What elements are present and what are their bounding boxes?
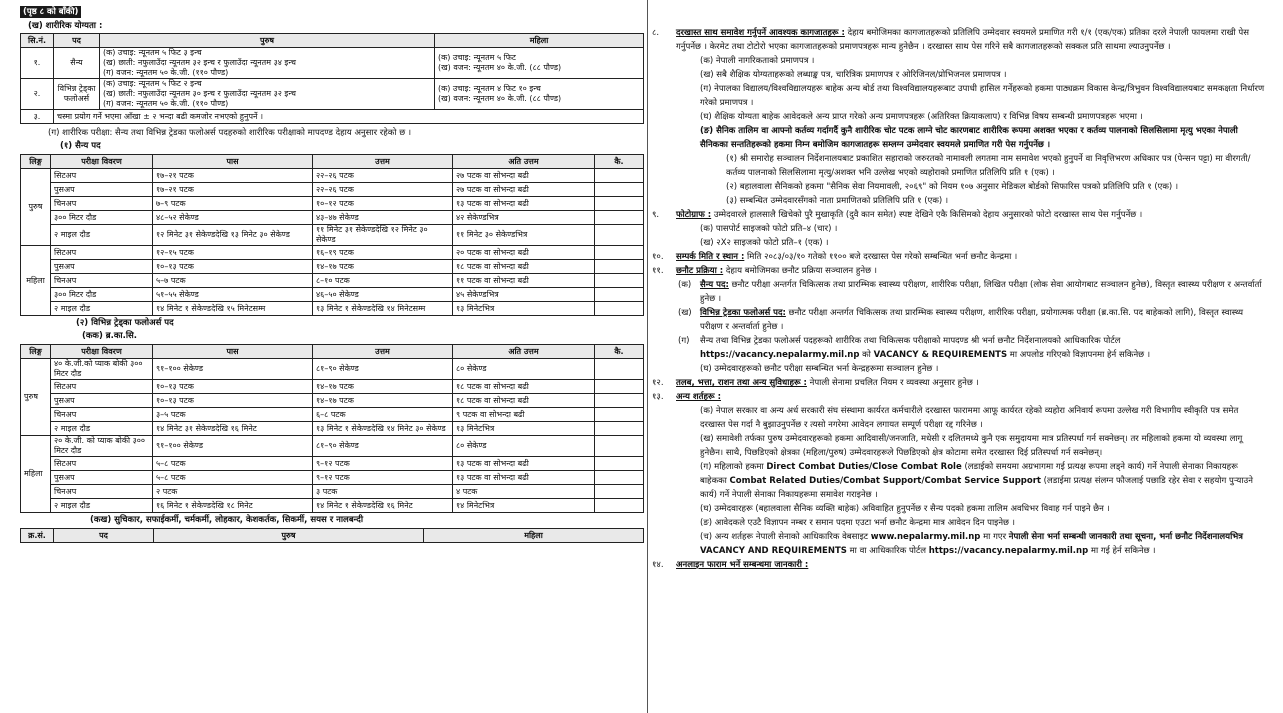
th-test: परीक्षा विवरण bbox=[51, 345, 153, 359]
excellent-cell: १८ पटक वा सोभन्दा बढी bbox=[453, 380, 595, 394]
test-name-cell: २ माइल दौड bbox=[51, 302, 153, 316]
section-text: मिति २०८३/०३/१० गतेको ११०० बजे दरखास्त पेस गरेको सम्बन्धित भर्ना छनौट केन्द्रमा । bbox=[744, 252, 1018, 262]
cell-male bbox=[100, 48, 435, 79]
excellent-cell: २० पटक वा सोभन्दा बढी bbox=[453, 246, 595, 260]
sub-list-item: (१) श्री समारोह सञ्चालन निर्देशनालयबाट प्रकाशित सहाराको जरुरतको नामावली लगतमा नाम समावेश भएको हुनुपर्ने वा निवृत्तिभरण अधिकार पत्र (पेन्सन पट्टा) मा वीरगती/कर्तव्य पालनाको सिलसिलामा मृत्यु/अशक्त भनि उल्लेख भएको व्यहोराको प्रमाणित प्रतिलिपि प्रति १ (एक) । bbox=[726, 154, 1251, 178]
table-row bbox=[21, 246, 644, 260]
remarks-cell bbox=[595, 408, 644, 422]
list-marker: (ख) bbox=[678, 308, 692, 318]
good-cell: ८–१० पटक bbox=[313, 274, 453, 288]
table-row bbox=[21, 110, 644, 124]
good-cell: ८१–९० सेकेण्ड bbox=[313, 436, 453, 457]
remarks-cell bbox=[595, 485, 644, 499]
list-item bbox=[678, 460, 1266, 502]
table-row bbox=[21, 79, 644, 110]
test-name-cell: सिटअप bbox=[51, 246, 153, 260]
remarks-cell bbox=[595, 197, 644, 211]
list-label: विभिन्न ट्रेडका फलोअर्स पद: bbox=[700, 308, 786, 318]
pass-cell: १०–१३ पटक bbox=[153, 380, 313, 394]
remarks-cell bbox=[595, 436, 644, 457]
remarks-cell bbox=[595, 359, 644, 380]
remarks-cell bbox=[595, 288, 644, 302]
list-item: (ख) समावेशी तर्फका पुरुष उम्मेदवारहरूको हकमा आदिवासी/जनजाति, मधेसी र दलितमध्ये कुनै एक समुदायमा मात्र प्रतिस्पर्धा गर्न सक्नेछन्। तर महिलाको हकमा यो व्यवस्था लागू हुनेछैन। साथै, पिछडिएको क्षेत्रका (महिला/पुरुष) उम्मेदवारहरूले पिछडिएको क्षेत्र कोटामा समेत दरखास्त दिई प्रतिस्पर्धा गर्न सक्नेछन्। bbox=[700, 434, 1243, 458]
table-row bbox=[21, 169, 644, 183]
pass-cell: ९१–१०० सेकेण्ड bbox=[153, 436, 313, 457]
list-text: (ग) महिलाको हकमा bbox=[700, 462, 767, 472]
table-row bbox=[21, 485, 644, 499]
list-item: (घ) उम्मेदवारहरू (बहालवाला सैनिक व्यक्ति बाहेक) अविवाहित हुनुपर्नेछ र सैन्य पदको हकमा तालिम अवधिभर विवाह गर्न पाइने छैन । bbox=[700, 504, 1110, 514]
list-text: छनौट परीक्षा अन्तर्गत चिकित्सक तथा प्रारम्भिक स्वास्थ्य परीक्षण, शारीरिक परीक्षा, प्रयोगात्मक परीक्षा (ब्र.का.सि. पद बाहेकको लागि), विस्तृत स्वास्थ्य परीक्षण र अन्तर्वार्ता हुनेछ । bbox=[700, 308, 1244, 332]
remarks-cell bbox=[595, 302, 644, 316]
test-name-cell: ३०० मिटर दौड bbox=[51, 211, 153, 225]
pass-cell: ७–९ पटक bbox=[153, 197, 313, 211]
physical-test-note: (ग) शारीरिक परीक्षा: सैन्य तथा विभिन्न ट्रेडका फलोअर्स पदहरुको शारीरिक परीक्षाको मापदण्ड देहाय अनुसार रहेको छ । bbox=[48, 128, 412, 139]
table-row bbox=[21, 274, 644, 288]
th-female: महिला bbox=[424, 529, 644, 543]
test-name-cell: पुसअप bbox=[51, 471, 153, 485]
th-gender: लिङ्ग bbox=[21, 155, 51, 169]
section-number: १२. bbox=[652, 378, 664, 388]
military-post-subtitle: (१) सैन्य पद bbox=[60, 141, 101, 152]
section-number: १४. bbox=[652, 560, 664, 570]
test-name-cell: चिनअप bbox=[51, 485, 153, 499]
test-name-cell: चिनअप bbox=[51, 408, 153, 422]
section-text: नेपाली सेनामा प्रचलित नियम र व्यवस्था अनुसार हुनेछ । bbox=[806, 378, 979, 388]
excellent-cell: ९ पटक वा सोभन्दा बढी bbox=[453, 408, 595, 422]
cell-female bbox=[435, 79, 644, 110]
section-heading: सम्पर्क मिति र स्थान : bbox=[676, 252, 745, 262]
excellent-cell: १३ मिनेटभित्र bbox=[453, 422, 595, 436]
list-text: मा अपलोड गरिएको विज्ञापनमा हेर्न सकिनेछ । bbox=[1007, 350, 1151, 360]
th-sn: सि.नं. bbox=[21, 34, 54, 48]
list-marker: (ग) bbox=[678, 336, 690, 346]
test-name-cell: ४० के.जी.को प्याक बोकी ३०० मिटर दौड bbox=[51, 359, 153, 380]
table-row bbox=[21, 394, 644, 408]
th-male: पुरुष bbox=[154, 529, 424, 543]
remarks-cell bbox=[595, 394, 644, 408]
pass-cell: ५१–५५ सेकेण्ड bbox=[153, 288, 313, 302]
section-text: देहाय बमोजिमका कागजातहरूको प्रतिलिपि उम्मेदवार स्वयमले प्रमाणित गरी १/१ (एक/एक) प्रतिका दरले नेपाली फायलमा राखी पेस गर्नुपर्नेछ । केरमेट तथा टोटोरो भएका कागजातहरूको प्रमाणपत्रहरू मान्य हुनेछैन । दरखास्त साथ पेस गरिने सबै कागजातहरूको सक्कल प्रति साथमा ल्याउनुपर्नेछ । bbox=[676, 28, 1249, 52]
table-row bbox=[21, 302, 644, 316]
follower-post-subtitle: (२) विभिन्न ट्रेड्का फलोअर्स पद bbox=[76, 318, 174, 329]
website-link[interactable]: www.nepalarmy.mil.np bbox=[870, 532, 981, 542]
test-name-cell: २ माइल दौड bbox=[51, 499, 153, 513]
cell-eyesight: चस्मा प्रयोग गर्ने भएमा आँखा ± २ भन्दा बढी कमजोर नभएको हुनुपर्ने । bbox=[54, 110, 644, 124]
excellent-cell: ४५ सेकेण्डभित्र bbox=[453, 288, 595, 302]
female-req: (क) उचाइ: न्यूनतम ४ फिट १० इन्च bbox=[438, 84, 541, 94]
good-cell: ११ मिनेट ३१ सेकेण्डदेखि १२ मिनेट ३० सेकेण्ड bbox=[313, 225, 453, 246]
table-header-row bbox=[21, 345, 644, 359]
th-pass: पास bbox=[153, 345, 313, 359]
excellent-cell: १८ पटक वा सोभन्दा बढी bbox=[453, 260, 595, 274]
section-10 bbox=[652, 250, 1266, 264]
th-pass: पास bbox=[153, 155, 313, 169]
cell-post: विभिन्न ट्रेड्का फलोअर्स bbox=[54, 79, 100, 110]
section-13 bbox=[652, 390, 1266, 558]
brakasi-subtitle: (कक) ब्र.का.सि. bbox=[82, 331, 138, 342]
good-cell: २२–२६ पटक bbox=[313, 183, 453, 197]
list-item: (ख) सबै शैक्षिक योग्यताहरूको लब्धाङ्क पत्र, चारित्रिक प्रमाणपत्र र ओरिजिनल/प्रोभिजनल प्रमाणपत्र । bbox=[700, 70, 1007, 80]
pass-cell: ४८–५२ सेकेण्ड bbox=[153, 211, 313, 225]
th-male: पुरुष bbox=[100, 34, 435, 48]
sub-list-item: (२) बहालवाला सैनिकको हकमा "सैनिक सेवा नियमावली, २०६९" को नियम १०७ अनुसार मेडिकल बोर्डको सिफारिस पत्रको प्रतिलिपि प्रति १ (एक) । bbox=[726, 182, 1179, 192]
male-req: (ग) वजन: न्यूनतम ५० के.जी. (११० पौण्ड) bbox=[103, 68, 229, 78]
female-req: (ख) वजन: न्यूनतम ४० के.जी. (८८ पौण्ड) bbox=[438, 63, 562, 73]
male-req: (ख) छाती: नफुलाउँदा न्यूनतम ३० इन्च र फुलाउँदा न्यूनतम ३२ इन्च bbox=[103, 89, 296, 99]
pass-cell: १२–१५ पटक bbox=[153, 246, 313, 260]
list-text: सैन्य तथा विभिन्न ट्रेडका फलोअर्स पदहरूको शारीरिक तथा चिकित्सक परीक्षाको मापदण्ड श्री भर्ना छनौट निर्देशनालयको आधिकारिक पोर्टल bbox=[700, 336, 1121, 346]
list-item: (ङ) आवेदकले एउटै विज्ञापन नम्बर र समान पदमा एउटा भर्ना छनौट केन्द्रमा मात्र आवेदन दिन पाइनेछ । bbox=[700, 518, 1015, 528]
excellent-cell: २७ पटक वा सोभन्दा बढी bbox=[453, 183, 595, 197]
vacancy-portal-link[interactable]: https://vacancy.nepalarmy.mil.np bbox=[700, 350, 860, 360]
gender-cell: महिला bbox=[21, 436, 51, 513]
test-name-cell: सिटअप bbox=[51, 457, 153, 471]
sub-list-item: (३) सम्बन्धित उम्मेदवारसँगको नाता प्रमाणितको प्रतिलिपि प्रति १ (एक) । bbox=[726, 196, 949, 206]
excellent-cell: २७ पटक वा सोभन्दा बढी bbox=[453, 169, 595, 183]
th-female: महिला bbox=[435, 34, 644, 48]
pass-cell: १०–१३ पटक bbox=[153, 260, 313, 274]
female-req: (क) उचाइ: न्यूनतम ५ फिट bbox=[438, 53, 516, 63]
physical-fitness-title: (ख) शारीरिक योग्यता : bbox=[28, 21, 103, 32]
recruitment-info-text: नेपाली सेना भर्ना सम्बन्धी जानकारी तथा सूचना, भर्ना छनौट निर्देशनालयभित्र VACANCY AND REQUIREMENTS bbox=[700, 532, 1243, 556]
good-cell: १६–१९ पटक bbox=[313, 246, 453, 260]
table-row bbox=[21, 48, 644, 79]
remarks-cell bbox=[595, 457, 644, 471]
trades-table bbox=[20, 528, 644, 543]
remarks-cell bbox=[595, 471, 644, 485]
table-row bbox=[21, 471, 644, 485]
good-cell: ४३–४७ सेकेण्ड bbox=[313, 211, 453, 225]
list-item bbox=[678, 306, 1266, 334]
trades-subtitle: (कख) सुचिकार, सफाईकर्मी, चर्मकर्मी, लोहकार, केशकर्तक, सिकर्मी, सयस र नालबन्दी bbox=[90, 515, 364, 526]
list-text: मा वा आधिकारिक पोर्टल bbox=[846, 546, 929, 556]
test-name-cell: २० के.जी. को प्याक बोकी ३०० मिटर दौड bbox=[51, 436, 153, 457]
male-req: (क) उचाइ: न्यूनतम ५ फिट ३ इन्च bbox=[103, 48, 202, 58]
list-text: मा गएर bbox=[980, 532, 1009, 542]
good-cell: १४–१७ पटक bbox=[313, 260, 453, 274]
section-heading: अन्य शर्तहरू : bbox=[676, 392, 721, 402]
table-row bbox=[21, 225, 644, 246]
vacancy-portal-link[interactable]: https://vacancy.nepalarmy.mil.np bbox=[928, 546, 1089, 556]
th-good: उत्तम bbox=[313, 155, 453, 169]
test-name-cell: ३०० मिटर दौड bbox=[51, 288, 153, 302]
th-gender: लिङ्ग bbox=[21, 345, 51, 359]
table-row bbox=[21, 260, 644, 274]
test-name-cell: २ माइल दौड bbox=[51, 422, 153, 436]
section-number: ९. bbox=[652, 210, 660, 220]
list-item: (क) पासपोर्ट साइजको फोटो प्रति–४ (चार) । bbox=[700, 224, 838, 234]
good-cell: ४६–५० सेकेण्ड bbox=[313, 288, 453, 302]
list-item: (ङ) सैनिक तालिम वा आफ्नो कर्तव्य गर्दागर्दै कुनै शारीरिक चोट पटक लाग्ने चोट कारणबाट शारीरिक रूपमा अशक्त भएका र कर्तव्य पालनाको सिलसिलामा मृत्यु भएका नेपाली सैनिकका सन्ततिहरूको हकमा निम्न बमोजिम कागजातहरू सम्लग्न उम्मेदवार स्वयमले प्रमाणित गरी पेस गर्नुपर्नेछ । bbox=[700, 126, 1238, 150]
male-req: (ख) छाती: नफुलाउँदा न्यूनतम ३२ इन्च र फुलाउँदा न्यूनतम ३४ इन्च bbox=[103, 58, 296, 68]
pass-cell: १६ मिनेट १ सेकेण्डदेखि १८ मिनेट bbox=[153, 499, 313, 513]
cell-female bbox=[435, 48, 644, 79]
list-item: (घ) शैक्षिक योग्यता बाहेक आवेदकले अन्य प्राप्त गरेको अन्य प्रमाणपत्रहरू (अतिरिक्त क्रियाकलाप) र विभिन्न विषय सम्बन्धी प्रमाणपत्रहरू भएमा । bbox=[700, 112, 1143, 122]
th-sn: क्र.सं. bbox=[21, 529, 54, 543]
good-cell: १४–१७ पटक bbox=[313, 380, 453, 394]
remarks-cell bbox=[595, 211, 644, 225]
section-heading: अनलाइन फाराम भर्ने सम्बन्धमा जानकारी : bbox=[676, 560, 809, 570]
section-9 bbox=[652, 208, 1266, 250]
test-name-cell: चिनअप bbox=[51, 274, 153, 288]
left-column bbox=[20, 6, 644, 713]
pass-cell: ३–५ पटक bbox=[153, 408, 313, 422]
test-name-cell: २ माइल दौड bbox=[51, 225, 153, 246]
list-text: मा गई हेर्न सकिनेछ । bbox=[1088, 546, 1156, 556]
male-req: (क) उचाइ: न्यूनतम ५ फिट २ इन्च bbox=[103, 79, 202, 89]
th-excellent: अति उत्तम bbox=[453, 155, 595, 169]
table-header-row bbox=[21, 34, 644, 48]
combat-support-text: Combat Related Duties/Combat Support/Combat Service Support bbox=[729, 476, 1041, 486]
excellent-cell: १३ मिनेटभित्र bbox=[453, 302, 595, 316]
physical-fitness-table bbox=[20, 33, 644, 124]
follower-test-table bbox=[20, 344, 644, 513]
section-heading: दरखास्त साथ समावेश गर्नुपर्ने आवश्यक कागजातहरू : bbox=[676, 28, 845, 38]
test-name-cell: पुसअप bbox=[51, 394, 153, 408]
remarks-cell bbox=[595, 274, 644, 288]
pass-cell: १०–१३ पटक bbox=[153, 394, 313, 408]
remarks-cell bbox=[595, 169, 644, 183]
remarks-cell bbox=[595, 183, 644, 197]
excellent-cell: १३ पटक वा सोभन्दा बढी bbox=[453, 457, 595, 471]
pass-cell: १४ मिनेट ३१ सेकेण्डदेखि १६ मिनेट bbox=[153, 422, 313, 436]
list-item: (ग) नेपालका विद्यालय/विश्वविद्यालयहरू बाहेक अन्य बोर्ड तथा विश्वविद्यालयहरूबाट उपाधी हासिल गर्नेहरूको हकमा पाठ्यक्रम विकास केन्द्र/त्रिभुवन विश्वविद्यालयबाट समकक्षता निर्धारण गरेको प्रमाणपत्र । bbox=[700, 84, 1265, 108]
pass-cell: ९१–१०० सेकेण्ड bbox=[153, 359, 313, 380]
remarks-cell bbox=[595, 499, 644, 513]
th-remarks: कै. bbox=[595, 345, 644, 359]
pass-cell: १७–२१ पटक bbox=[153, 183, 313, 197]
pass-cell: १२ मिनेट ३१ सेकेण्डदेखि १३ मिनेट ३० सेकेण्ड bbox=[153, 225, 313, 246]
right-column bbox=[652, 26, 1266, 713]
test-name-cell: पुसअप bbox=[51, 183, 153, 197]
table-row bbox=[21, 457, 644, 471]
pass-cell: २ पटक bbox=[153, 485, 313, 499]
table-row bbox=[21, 288, 644, 302]
column-divider bbox=[647, 0, 648, 713]
excellent-cell: १३ पटक वा सोभन्दा बढी bbox=[453, 471, 595, 485]
excellent-cell: १४ मिनेटभित्र bbox=[453, 499, 595, 513]
test-name-cell: सिटअप bbox=[51, 380, 153, 394]
good-cell: १४ मिनेट १ सेकेण्डदेखि १६ मिनेट bbox=[313, 499, 453, 513]
male-req: (ग) वजन: न्यूनतम ५० के.जी. (११० पौण्ड) bbox=[103, 99, 229, 109]
list-text: को bbox=[859, 350, 874, 360]
th-excellent: अति उत्तम bbox=[453, 345, 595, 359]
table-row bbox=[21, 436, 644, 457]
table-row bbox=[21, 408, 644, 422]
good-cell: २२–२६ पटक bbox=[313, 169, 453, 183]
cell-sn: २. bbox=[21, 79, 54, 110]
section-heading: फोटोग्राफ : bbox=[676, 210, 712, 220]
section-text: उम्मेदवारले हालसालै खिचेको पुरै मुखाकृति (दुवै कान समेत) स्पष्ट देखिने एकै किसिमको देहाय अनुसारको फोटो दरखास्त साथ पेस गर्नुपर्नेछ । bbox=[711, 210, 1143, 220]
good-cell: ३ पटक bbox=[313, 485, 453, 499]
female-req: (ख) वजन: न्यूनतम ४० के.जी. (८८ पौण्ड) bbox=[438, 94, 562, 104]
good-cell: ८१–९० सेकेण्ड bbox=[313, 359, 453, 380]
pass-cell: ५–८ पटक bbox=[153, 471, 313, 485]
excellent-cell: ४२ सेकेण्डभित्र bbox=[453, 211, 595, 225]
section-8 bbox=[652, 26, 1266, 208]
remarks-cell bbox=[595, 422, 644, 436]
test-name-cell: पुसअप bbox=[51, 260, 153, 274]
section-heading: तलब, भत्ता, राशन तथा अन्य सुविधाहरू : bbox=[676, 378, 807, 388]
gender-cell: महिला bbox=[21, 246, 51, 316]
list-item bbox=[678, 530, 1266, 558]
list-text: (लडाईमा प्रत्यक्ष संलग्न फौजलाई पछाडि रहेर सेवा र सहयोग पुऱ्याउने कार्य) गर्ने नेपाली सेनाका निकायहरूमा समावेश गराइनेछ । bbox=[700, 476, 1253, 500]
list-item bbox=[678, 334, 1266, 362]
section-number: ११. bbox=[652, 266, 664, 276]
excellent-cell: ८० सेकेण्ड bbox=[453, 436, 595, 457]
table-row bbox=[21, 422, 644, 436]
th-good: उत्तम bbox=[313, 345, 453, 359]
th-post: पद bbox=[54, 34, 100, 48]
continued-label: (पृष्ठ ८ को बाँकी) bbox=[20, 6, 644, 18]
section-heading: छनौट प्रक्रिया : bbox=[676, 266, 724, 276]
list-text: (लडाईको समयमा अग्रभागमा गई प्रत्यक्ष रूपमा लड्ने कार्य) गर्ने नेपाली सेनाका निकायहरू बाहेकका bbox=[700, 462, 1238, 486]
combat-role-text: Direct Combat Duties/Close Combat Role bbox=[766, 462, 962, 472]
table-row bbox=[21, 359, 644, 380]
section-number: १०. bbox=[652, 252, 664, 262]
test-name-cell: सिटअप bbox=[51, 169, 153, 183]
section-14 bbox=[652, 558, 1266, 572]
th-post: पद bbox=[54, 529, 154, 543]
good-cell: १०–१२ पटक bbox=[313, 197, 453, 211]
section-12 bbox=[652, 376, 1266, 390]
military-test-table bbox=[20, 154, 644, 316]
cell-sn: १. bbox=[21, 48, 54, 79]
excellent-cell: ८० सेकेण्ड bbox=[453, 359, 595, 380]
section-text: देहाय बमोजिमका छनौट प्रक्रिया सञ्चालन हुनेछ । bbox=[723, 266, 877, 276]
pass-cell: १७–२१ पटक bbox=[153, 169, 313, 183]
list-item: (घ) उम्मेदवारहरूको छनौट परीक्षा सम्बन्धित भर्ना केन्द्रहरूमा सञ्चालन हुनेछ । bbox=[700, 364, 939, 374]
remarks-cell bbox=[595, 380, 644, 394]
section-11 bbox=[652, 264, 1266, 376]
excellent-cell: ११ पटक वा सोभन्दा बढी bbox=[453, 274, 595, 288]
table-row bbox=[21, 183, 644, 197]
remarks-cell bbox=[595, 225, 644, 246]
good-cell: ९–१२ पटक bbox=[313, 471, 453, 485]
cell-post: सैन्य bbox=[54, 48, 100, 79]
table-row bbox=[21, 380, 644, 394]
list-label: सैन्य पद: bbox=[700, 280, 729, 290]
table-row bbox=[21, 197, 644, 211]
excellent-cell: ११ मिनेट ३० सेकेण्डभित्र bbox=[453, 225, 595, 246]
gender-cell: पुरुष bbox=[21, 169, 51, 246]
good-cell: १४–१७ पटक bbox=[313, 394, 453, 408]
section-number: १३. bbox=[652, 392, 664, 402]
list-marker: (क) bbox=[678, 280, 692, 290]
list-text: (च) अन्य शर्तहरू नेपाली सेनाको आधिकारिक वेबसाइट bbox=[700, 532, 871, 542]
excellent-cell: १३ पटक वा सोभन्दा बढी bbox=[453, 197, 595, 211]
remarks-cell bbox=[595, 260, 644, 274]
list-text: छनौट परीक्षा अन्तर्गत चिकित्सक तथा प्रारम्भिक स्वास्थ्य परीक्षण, शारीरिक परीक्षा, लिखित परीक्षा (लोक सेवा आयोगबाट सञ्चालन हुनेछ), विस्तृत स्वास्थ्य परीक्षण र अन्तर्वार्ता हुनेछ । bbox=[700, 280, 1262, 304]
table-header-row bbox=[21, 155, 644, 169]
good-cell: १३ मिनेट १ सेकेण्डदेखि १४ मिनेटसम्म bbox=[313, 302, 453, 316]
test-name-cell: चिनअप bbox=[51, 197, 153, 211]
list-item bbox=[678, 278, 1266, 306]
list-item: (ख) २X२ साइजको फोटो प्रति–१ (एक) । bbox=[700, 238, 829, 248]
th-test: परीक्षा विवरण bbox=[51, 155, 153, 169]
pass-cell: १४ मिनेट १ सेकेण्डदेखि १५ मिनेटसम्म bbox=[153, 302, 313, 316]
good-cell: ६–८ पटक bbox=[313, 408, 453, 422]
list-item: (क) नेपाली नागरिकताको प्रमाणपत्र । bbox=[700, 56, 815, 66]
pass-cell: ५–७ पटक bbox=[153, 274, 313, 288]
vacancy-requirements-label: VACANCY & REQUIREMENTS bbox=[873, 350, 1008, 360]
pass-cell: ५–८ पटक bbox=[153, 457, 313, 471]
excellent-cell: ४ पटक bbox=[453, 485, 595, 499]
excellent-cell: १८ पटक वा सोभन्दा बढी bbox=[453, 394, 595, 408]
table-header-row bbox=[21, 529, 644, 543]
section-number: ८. bbox=[652, 28, 660, 38]
cell-male bbox=[100, 79, 435, 110]
th-remarks: कै. bbox=[595, 155, 644, 169]
cell-sn: ३. bbox=[21, 110, 54, 124]
list-item: (क) नेपाल सरकार वा अन्य अर्ध सरकारी संघ संस्थामा कार्यरत कर्मचारीले दरखास्त फाराममा आफू कार्यरत रहेको व्यहोरा अनिवार्य रूपमा उल्लेख गरी विभागीय स्वीकृति पत्र समेत दरखास्त पेस गर्दा नै बुझाउनुपर्नेछ र त्यसो नगरेमा आवेदन लगायत सम्पूर्ण परीक्षा रद्द गरिनेछ । bbox=[700, 406, 1239, 430]
remarks-cell bbox=[595, 246, 644, 260]
good-cell: १३ मिनेट १ सेकेण्डदेखि १४ मिनेट ३० सेकेण्ड bbox=[313, 422, 453, 436]
table-row bbox=[21, 211, 644, 225]
good-cell: ९–१२ पटक bbox=[313, 457, 453, 471]
table-row bbox=[21, 499, 644, 513]
gender-cell: पुरुष bbox=[21, 359, 51, 436]
